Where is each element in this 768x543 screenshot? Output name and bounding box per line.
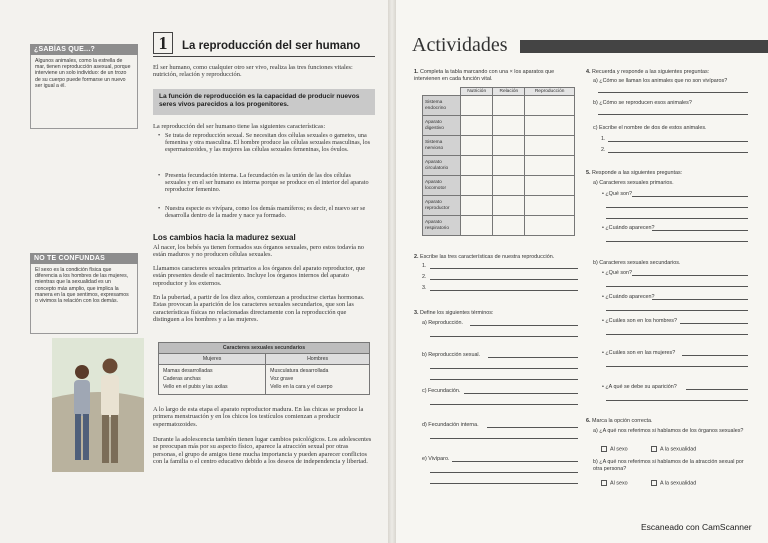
table-cell[interactable] (525, 216, 575, 236)
table-cell[interactable] (461, 176, 493, 196)
answer-line[interactable] (430, 336, 578, 337)
paragraph-birth: Al nacer, los bebés ya tienen formados sus órganos sexuales, pero estos todavía no están maduros y no producen células sexuales. (153, 244, 364, 259)
option-label: Al sexo (610, 480, 628, 487)
couple-illustration (52, 338, 144, 472)
q5b-item: • ¿Qué son? (602, 270, 633, 276)
table-cell[interactable] (525, 196, 575, 216)
answer-line[interactable] (632, 196, 748, 197)
answer-line[interactable] (682, 355, 748, 356)
answer-line[interactable] (606, 286, 748, 287)
question-number: 2. (414, 254, 419, 260)
intro-paragraph: El ser humano, como cualquier otro ser vivo, realiza las tres funciones vitales: nutrición, relación y reproducción. (153, 64, 353, 79)
q3-term: b) Reproducción sexual. (422, 352, 481, 358)
q6b-text: b) ¿A qué nos referimos si hablamos de la atracción sexual por otra persona? (593, 459, 744, 472)
answer-line[interactable] (606, 207, 748, 208)
chapter-title: La reproducción del ser humano (182, 40, 361, 52)
answer-line[interactable] (606, 400, 748, 401)
answer-line[interactable] (652, 299, 748, 300)
q4c-item: 1. (601, 136, 606, 142)
row-label: Aparato respiratorio (423, 216, 461, 236)
section-subtitle: Los cambios hacia la madurez sexual (153, 233, 296, 242)
bullet-internal-fertilization: • Presenta fecundación interna. La fecundación es la unión de las dos células sexuales y en el ser humano es interna porque se produce en el interior del aparato reproductor femenino. (165, 172, 373, 194)
question-number: 5. (586, 170, 591, 176)
answer-line[interactable] (598, 114, 748, 115)
couple-photo (52, 338, 144, 472)
q4c-item: 2. (601, 147, 606, 153)
answer-line[interactable] (452, 461, 578, 462)
question-4 (586, 69, 764, 76)
bullet-sexual-reproduction: • Se trata de reproducción sexual. Se necesitan dos células sexuales o gametos, una femenina y otra masculina. El hombre produce las células sexuales masculinas, los espermatozoides, y las mujeres las células sexuales femeninas, los óvulos. (165, 132, 373, 154)
answer-line[interactable] (430, 379, 578, 380)
q2-item: 1. (422, 263, 427, 269)
question-3 (414, 310, 584, 317)
q3-term: d) Fecundación interna. (422, 422, 479, 428)
no-te-confundas-text: El sexo es la condición física que diferencia a los hombres de las mujeres, mientras que la sexualidad es un concepto más amplio, que implica la manera en la que sentimos, expresamos o vivimos la relación con los demás. (30, 264, 138, 334)
answer-line[interactable] (606, 310, 748, 311)
q6a-text: a) ¿A qué nos referimos si hablamos de los órganos sexuales? (593, 428, 744, 434)
activity-table (422, 87, 575, 236)
answer-line[interactable] (470, 325, 578, 326)
table-cell[interactable] (525, 116, 575, 136)
table-cell[interactable] (461, 136, 493, 156)
q5a-text: a) Caracteres sexuales primarios. (593, 180, 674, 186)
table-cell[interactable] (493, 216, 525, 236)
answer-line[interactable] (430, 279, 578, 280)
col-reproduccion: Reproducción (525, 88, 575, 96)
question-1 (414, 69, 579, 82)
answer-line[interactable] (608, 152, 748, 153)
chapter-number: 1 (153, 32, 173, 54)
q2-item: 2. (422, 274, 427, 280)
question-6 (586, 418, 764, 425)
answer-line[interactable] (430, 438, 578, 439)
activities-title: Actividades (412, 34, 508, 56)
table-caption: Caracteres sexuales secundarios (159, 343, 370, 354)
answer-line[interactable] (606, 241, 748, 242)
checkbox[interactable] (651, 480, 657, 486)
characteristics-intro: La reproducción del ser humano tiene las siguientes características: (153, 123, 326, 130)
table-cell[interactable] (525, 96, 575, 116)
paragraph-primary: Llamamos caracteres sexuales primarios a los órganos del aparato reproductor, que están presentes desde el nacimiento. Incluye los órganos internos del aparato reproductor y los externos. (153, 265, 366, 287)
answer-line[interactable] (430, 290, 578, 291)
q3-term: a) Reproducción. (422, 320, 464, 326)
question-number: 1. (414, 69, 419, 75)
sabias-que-title: ¿SABÍAS QUE...? (30, 44, 138, 55)
row-label: Aparato digestivo (423, 116, 461, 136)
q6b-option-sexo[interactable] (601, 480, 628, 487)
option-label: A la sexualidad (660, 480, 697, 487)
answer-line[interactable] (632, 275, 748, 276)
question-6-text: Marca la opción correcta. (592, 418, 653, 424)
option-label: A la sexualidad (660, 446, 697, 453)
definition-highlight: La función de reproducción es la capacidad de producir nuevos seres vivos parecidos a los progenitores. (153, 89, 375, 115)
header-women: Mujeres (159, 354, 266, 365)
q6a-option-sexualidad[interactable] (651, 446, 696, 453)
question-2-text: Escribe las tres características de nuestra reproducción. (420, 254, 555, 260)
table-cell[interactable] (525, 176, 575, 196)
answer-line[interactable] (606, 218, 748, 219)
question-number: 6. (586, 418, 591, 424)
checkbox[interactable] (651, 446, 657, 452)
women-trait: Mamas desarrolladas (163, 368, 213, 374)
table-cell[interactable] (493, 196, 525, 216)
question-4-text: Recuerda y responde a las siguientes preguntas: (592, 69, 710, 75)
table-corner (423, 88, 461, 96)
no-te-confundas-title: NO TE CONFUNDAS (30, 253, 138, 264)
col-relacion: Relación (493, 88, 525, 96)
title-bar (520, 40, 768, 53)
q6b-option-sexualidad[interactable] (651, 480, 696, 487)
title-rule (153, 56, 375, 57)
answer-line[interactable] (430, 268, 578, 269)
table-cell[interactable] (461, 96, 493, 116)
answer-line[interactable] (598, 92, 748, 93)
q6a-option-sexo[interactable] (601, 446, 628, 453)
answer-line[interactable] (652, 230, 748, 231)
answer-line[interactable] (464, 393, 578, 394)
answer-line[interactable] (606, 366, 748, 367)
q5b-item: • ¿Cuáles son en las mujeres? (602, 350, 676, 356)
row-label: Aparato reproductor (423, 196, 461, 216)
table-cell[interactable] (461, 116, 493, 136)
row-label: Sistema endocrino (423, 96, 461, 116)
q5b-text: b) Caracteres sexuales secundarios. (593, 260, 681, 266)
answer-line[interactable] (686, 389, 748, 390)
table-cell[interactable] (525, 156, 575, 176)
table-cell[interactable] (493, 156, 525, 176)
q5b-item: • ¿A qué se debe su aparición? (602, 384, 677, 390)
table-cell[interactable] (493, 116, 525, 136)
option-label: Al sexo (610, 446, 628, 453)
bullet-viviparous: • Nuestra especie es vivípara, como los demás mamíferos; es decir, el nuevo ser se desarrolla dentro de la madre y nace ya formado. (165, 205, 373, 219)
q2-item: 3. (422, 285, 427, 291)
table-cell[interactable] (493, 96, 525, 116)
answer-line[interactable] (430, 368, 578, 369)
q4b-text: b) ¿Cómo se reproducen esos animales? (593, 100, 692, 106)
col-nutricion: Nutrición (461, 88, 493, 96)
header-men: Hombres (266, 354, 370, 365)
question-number: 4. (586, 69, 591, 75)
table-cell[interactable] (493, 176, 525, 196)
checkbox[interactable] (601, 446, 607, 452)
answer-line[interactable] (487, 427, 578, 428)
men-trait: Voz grave (270, 376, 294, 382)
question-1-text: Completa la tabla marcando con una × los aparatos que intervienen en cada función vital. (414, 69, 555, 82)
q4c-text: c) Escribe el nombre de dos de estos animales. (593, 125, 707, 131)
men-trait: Vello en la cara y el cuerpo (270, 384, 333, 390)
answer-line[interactable] (430, 404, 578, 405)
table-cell[interactable] (461, 216, 493, 236)
question-3-text: Define los siguientes términos: (420, 310, 494, 316)
question-5 (586, 170, 764, 177)
answer-line[interactable] (488, 357, 578, 358)
sabias-que-text: Algunos animales, como la estrella de mar, tienen reproducción asexual, porque interviene un solo individuo: de un trozo de su cuerpo puede formarse un nuevo ser igual a él. (30, 55, 138, 129)
paragraph-maturation: A lo largo de esta etapa el aparato reproductor madura. En las chicas se produce la primera menstruación y en los chicos los testículos comienzan a producir espermatozoides. (153, 406, 364, 428)
answer-line[interactable] (430, 483, 578, 484)
answer-line[interactable] (680, 323, 748, 324)
paragraph-adolescence: Durante la adolescencia también tienen lugar cambios psicológicos. Los adolescentes se preocupan más por su aspecto físico, aparece la atracción sexual por otras personas, el grupo de amigos tiene mucha importancia y pueden aparecer conflictos con la familia o el centro educativo debido a los deseos de independencia y libertad. (153, 436, 372, 466)
question-2 (414, 254, 584, 261)
q5b-item: • ¿Cuándo aparecen? (602, 294, 655, 300)
table-cell[interactable] (461, 196, 493, 216)
q4a-text: a) ¿Cómo se llaman los animales que no son vivíparos? (593, 78, 728, 84)
paragraph-puberty: En la pubertad, a partir de los diez años, comienzan a producirse ciertas hormonas. Estas provocan la aparición de los caracteres sexuales secundarios, que son las características físicas no relacionadas directamente con la reproducción que distinguen a los hombres y a las mujeres. (153, 294, 365, 324)
answer-line[interactable] (430, 472, 578, 473)
secondary-characters-table (158, 342, 370, 395)
answer-line[interactable] (608, 141, 748, 142)
row-label: Aparato locomotor (423, 176, 461, 196)
row-label: Sistema nervioso (423, 136, 461, 156)
answer-line[interactable] (606, 334, 748, 335)
q5a-item: • ¿Cuándo aparecen? (602, 225, 655, 231)
checkbox[interactable] (601, 480, 607, 486)
table-cell[interactable] (493, 136, 525, 156)
women-trait: Caderas anchas (163, 376, 201, 382)
q3-term: c) Fecundación. (422, 388, 461, 394)
scanner-watermark: Escaneado con CamScanner (641, 522, 752, 532)
question-5-text: Responde a las siguientes preguntas: (592, 170, 683, 176)
q3-term: e) Vivíparo. (422, 456, 450, 462)
men-trait: Musculatura desarrollada (270, 368, 329, 374)
table-cell[interactable] (461, 156, 493, 176)
question-number: 3. (414, 310, 419, 316)
q5a-item: • ¿Qué son? (602, 191, 633, 197)
women-trait: Vello en el pubis y las axilas (163, 384, 228, 390)
book-gutter (388, 0, 396, 543)
men-cell (266, 365, 370, 395)
table-cell[interactable] (525, 136, 575, 156)
q5b-item: • ¿Cuáles son en los hombres? (602, 318, 677, 324)
row-label: Aparato circulatorio (423, 156, 461, 176)
women-cell (159, 365, 266, 395)
